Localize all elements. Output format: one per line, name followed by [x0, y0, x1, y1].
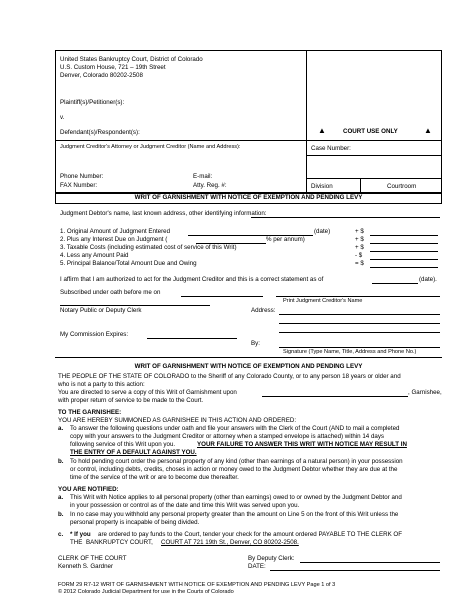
amount-line-3: 3. Taxable Costs (including estimated cost of service of this Writ)	[60, 244, 237, 251]
item-b-line-2: or control, including debts, credits, choses in action or money owed to the Judgment Debtor whether they are due at the	[70, 466, 398, 473]
item-b2-letter: b.	[58, 511, 64, 518]
creditor-attorney-label: Judgment Creditor's Attorney or Judgment Creditor (Name and Address):	[60, 144, 241, 150]
clerk-name: Kenneth S. Gardner	[58, 563, 114, 570]
by-label: By:	[251, 340, 260, 347]
amount-1-value-line	[370, 235, 438, 236]
triangle-up-icon: ▲	[318, 126, 326, 135]
caption-hline-2	[306, 155, 441, 156]
address-line-2	[279, 323, 440, 324]
commission-label: My Commission Expires:	[60, 331, 129, 338]
item-c-line-1: are ordered to pay funds to the Court, tender your check for the amount ordered PAYABLE TO THE CLERK OF	[98, 531, 403, 538]
affirm-text: I affirm that I am authorized to act for the Judgment Creditor and this is a correct statement as of	[60, 276, 324, 283]
item-a2-line-2: in your possession or control as of the date and time this Writ was served upon you.	[70, 502, 300, 509]
amount-line-4: 4. Less any Amount Paid	[60, 252, 129, 259]
address-line-3	[279, 332, 440, 333]
versus-label: v.	[60, 114, 65, 121]
amount-3-value-line	[370, 251, 438, 252]
to-garnishee-heading: TO THE GARNISHEE:	[58, 409, 122, 416]
commission-line	[147, 338, 237, 339]
item-a2-line-1: This Writ with Notice applies to all personal property (other than earnings) owed to or owned by the Judgment Debtor and	[70, 494, 402, 501]
item-c-address: COURT AT 721 19th St., Denver, CO 80202-2508.	[161, 539, 299, 546]
court-address: U.S. Custom House, 721 – 19th Street	[60, 64, 166, 71]
item-c-bankruptcy: BANKRUPTCY COURT,	[86, 539, 153, 546]
amount-4-sign: - $	[355, 252, 363, 259]
item-b-letter: b.	[58, 458, 64, 465]
amount-line-2: 2. Plus any Interest Due on Judgment (	[60, 236, 168, 243]
item-c-lead: * If you	[70, 531, 91, 538]
triangle-up-icon: ▲	[424, 126, 432, 135]
amount-line-5: 5. Principal Balance/Total Amount Due and Owing	[60, 260, 197, 267]
item-b-line-1: To hold pending court order the personal property of any kind (other than earnings of a natural person) in your possession	[70, 458, 403, 465]
people-line-2: who is not a party to this action:	[58, 381, 145, 388]
amount-2-sign: + $	[355, 236, 364, 243]
amount-line-1: 1. Original Amount of Judgment Entered	[60, 228, 171, 235]
date-label: DATE:	[248, 563, 266, 570]
division-label: Division	[311, 183, 333, 190]
item-b-line-3: time of the service of the writ or are to become due thereafter.	[70, 474, 239, 481]
division-divider	[360, 178, 361, 193]
amount-2-value-line	[370, 243, 438, 244]
item-a-line-3: following service of this Writ upon you.	[70, 441, 176, 448]
defendant-label: Defendant(s)/Respondent(s):	[60, 129, 140, 136]
signature-line	[279, 347, 440, 348]
caption-hline-3	[306, 178, 441, 179]
item-b2-line-1: In no case may you withhold any personal property greater than the amount on Line 5 on the front of this Writ unless the	[70, 511, 399, 518]
date-line	[270, 570, 440, 571]
creditor-name-line	[276, 296, 440, 297]
address-line	[279, 314, 440, 315]
notary-label: Notary Public or Deputy Clerk	[60, 307, 142, 314]
court-name: United States Bankruptcy Court, District of Colorado	[60, 56, 203, 63]
footer-form-line: FORM 29 R7-12 WRIT OF GARNISHMENT WITH NOTICE OF EXEMPTION AND PENDING LEVY Page 1 of 3	[58, 582, 336, 588]
atty-reg-label: Atty. Reg. #:	[193, 182, 227, 189]
clerk-label: CLERK OF THE COURT	[58, 555, 127, 562]
phone-label: Phone Number:	[60, 173, 104, 180]
item-c-the: THE	[70, 539, 83, 546]
item-b2-line-2: personal property is incapable of being divided.	[70, 519, 200, 526]
item-a-warning: YOUR FAILURE TO ANSWER THIS WRIT WITH NOTICE MAY RESULT IN	[197, 441, 407, 448]
notary-line	[60, 305, 210, 306]
people-line-1: THE PEOPLE OF THE STATE OF COLORADO to the Sheriff of any Colorado County, or to any person 18 years or older and	[58, 373, 401, 380]
footer-copyright: © 2012 Colorado Judicial Department for use in the Courts of Colorado	[58, 589, 234, 595]
subscribed-date-line	[181, 296, 263, 297]
amount-5-value-line	[370, 267, 438, 268]
caption-vertical-divider	[306, 50, 307, 193]
notified-heading: YOU ARE NOTIFIED:	[58, 486, 119, 493]
debtor-line	[251, 217, 440, 218]
by-deputy-label: By Deputy Clerk:	[248, 555, 295, 562]
page-title: WRIT OF GARNISHMENT WITH NOTICE OF EXEMPTION AND PENDING LEVY	[134, 194, 363, 201]
amount-4-value-line	[370, 259, 438, 260]
section-divider	[55, 357, 442, 358]
item-a-line-1: To answer the following questions under oath and file your answers with the Clerk of the Court (AND to mail a completed	[70, 425, 400, 432]
item-a-line-2: copy with your answers to the Judgment Creditor or attorney when a stamped envelope is attached) within 14 days	[70, 433, 385, 440]
amount-1-suffix: (date)	[314, 228, 331, 235]
signature-label: Signature (Type Name, Title, Address and Phone No.)	[283, 349, 417, 355]
amount-3-sign: + $	[355, 244, 364, 251]
item-c-letter: c.	[58, 531, 64, 538]
fax-label: FAX Number:	[60, 182, 98, 189]
amount-5-sign: = $	[355, 260, 364, 267]
plaintiff-label: Plaintiff(s)/Petitioner(s):	[60, 99, 125, 106]
email-label: E-mail:	[193, 173, 213, 180]
subscribed-label: Subscribed under oath before me on	[60, 289, 161, 296]
court-use-only: COURT USE ONLY	[343, 128, 398, 135]
item-a-letter: a.	[58, 425, 64, 432]
amount-1-sign: + $	[355, 228, 364, 235]
item-a2-letter: a.	[58, 494, 64, 501]
summoned-text: YOU ARE HEREBY SUMMONED AS GARNISHEE IN THIS ACTION AND ORDERED:	[58, 417, 297, 424]
directed-text: You are directed to serve a copy of this Writ of Garnishment upon	[58, 389, 237, 396]
directed-line-2: with proper return of service to be made to the Court.	[58, 397, 204, 404]
caption-hline-1	[55, 140, 441, 141]
courtroom-label: Courtroom	[387, 183, 417, 190]
garnishee-suffix: , Garnishee,	[408, 389, 442, 396]
affirm-date-line	[372, 283, 418, 284]
case-number-label: Case Number:	[311, 145, 351, 152]
deputy-signature-line	[300, 562, 440, 563]
amount-2-suffix: % per annum)	[266, 236, 305, 243]
address-label: Address:	[251, 307, 276, 314]
garnishee-name-line	[262, 396, 408, 397]
print-name-label: Print Judgment Creditor's Name	[283, 298, 363, 304]
item-a-line-4: THE ENTRY OF A DEFAULT AGAINST YOU.	[70, 449, 197, 456]
section-title: WRIT OF GARNISHMENT WITH NOTICE OF EXEMPTION AND PENDING LEVY	[134, 363, 363, 370]
affirm-date: (date).	[419, 276, 437, 283]
court-city: Denver, Colorado 80202-2508	[60, 72, 143, 79]
debtor-label: Judgment Debtor's name, last known address, other identifying information:	[60, 210, 267, 217]
